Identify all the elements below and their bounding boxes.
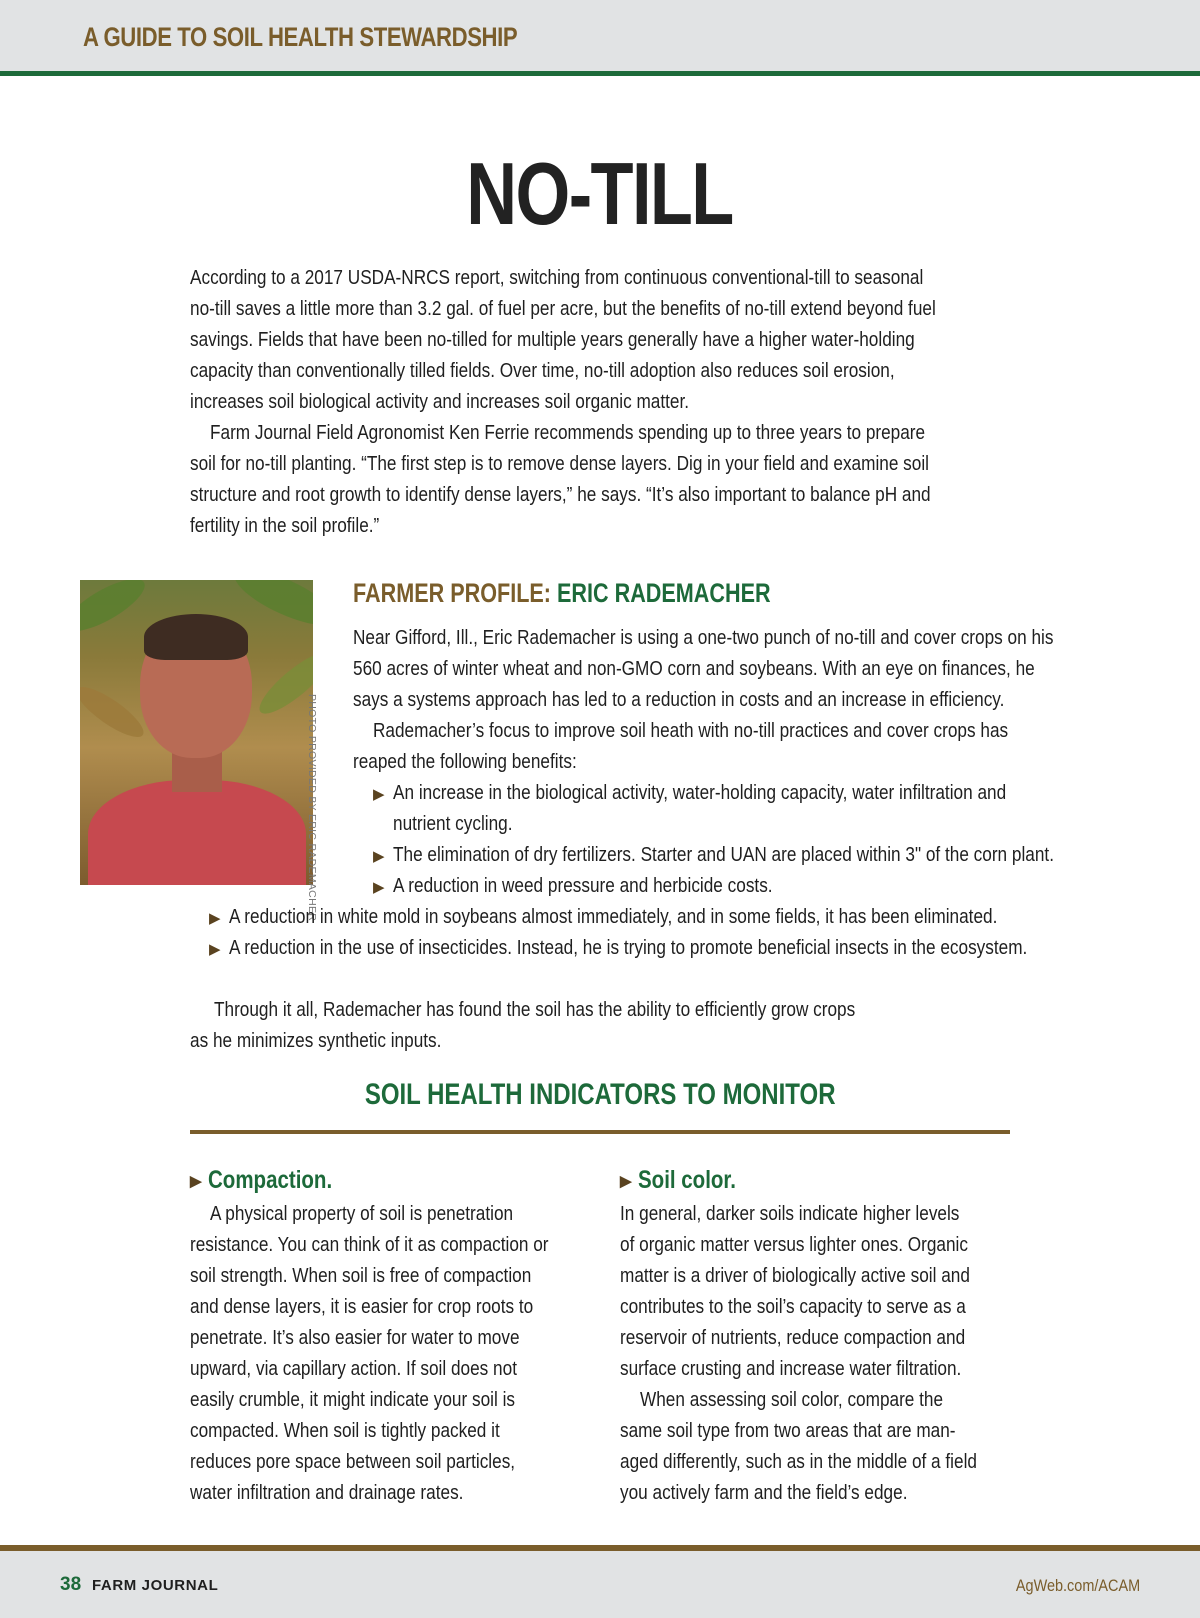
column-line bbox=[620, 1354, 1020, 1385]
text-line: savings. Fields that have been no-tilled for multiple years generally have a higher water-holding bbox=[190, 329, 915, 351]
column-line bbox=[620, 1323, 1020, 1354]
profile-line bbox=[353, 747, 1193, 778]
site-url[interactable]: AgWeb.com/ACAM bbox=[1015, 1576, 1140, 1595]
bullet-text: An increase in the biological activity, water-holding capacity, water infiltration and bbox=[393, 782, 1007, 804]
column-line bbox=[620, 1447, 1020, 1478]
text-line: Farm Journal Field Agronomist Ken Ferrie recommends spending up to three years to prepare bbox=[210, 422, 926, 444]
text-line: contributes to the soil’s capacity to serve as a bbox=[620, 1296, 966, 1318]
text-line: you actively farm and the field’s edge. bbox=[620, 1482, 908, 1504]
column-line bbox=[190, 1261, 590, 1292]
column-line bbox=[620, 1230, 1020, 1261]
compaction-column bbox=[190, 1165, 590, 1509]
bullet-text: nutrient cycling. bbox=[393, 813, 513, 835]
profile-line bbox=[353, 654, 1193, 685]
closing-line bbox=[190, 995, 990, 1026]
benefit-bullet bbox=[373, 778, 1106, 810]
page-title-text: NO-TILL bbox=[466, 144, 734, 243]
profile-line bbox=[353, 685, 1193, 716]
text-line: reaped the following benefits: bbox=[353, 751, 577, 773]
column-line bbox=[190, 1230, 590, 1261]
bullet-triangle-icon: ▶ bbox=[209, 941, 221, 958]
indicators-heading-text: SOIL HEALTH INDICATORS TO MONITOR bbox=[364, 1078, 836, 1111]
profile-heading-label: FARMER PROFILE: bbox=[353, 578, 557, 608]
page-number: 38 bbox=[60, 1574, 82, 1595]
photo-credit: PHOTO PROVIDED BY ERIC RADEMACHER bbox=[306, 694, 318, 922]
bullet-triangle-icon: ▶ bbox=[620, 1172, 632, 1190]
indicators-heading bbox=[0, 1078, 1200, 1112]
intro-line bbox=[190, 511, 1090, 542]
text-line: matter is a driver of biologically active soil and bbox=[620, 1265, 970, 1287]
intro-line bbox=[190, 356, 1090, 387]
section-divider bbox=[190, 1130, 1010, 1134]
soil-color-heading bbox=[620, 1165, 1020, 1199]
column-line bbox=[190, 1385, 590, 1416]
text-line: Through it all, Rademacher has found the soil has the ability to efficiently grow crops bbox=[214, 999, 856, 1021]
profile-text bbox=[353, 623, 1193, 778]
profile-closing bbox=[190, 995, 990, 1057]
column-line bbox=[620, 1261, 1020, 1292]
text-line: In general, darker soils indicate higher levels bbox=[620, 1203, 960, 1225]
text-line: soil for no-till planting. “The first step is to remove dense layers. Dig in your field and examine soil bbox=[190, 453, 929, 475]
closing-line bbox=[190, 1026, 990, 1057]
text-line: resistance. You can think of it as compaction or bbox=[190, 1234, 549, 1256]
page-title bbox=[0, 144, 1200, 243]
farmer-photo bbox=[80, 580, 313, 885]
column-line bbox=[620, 1385, 1020, 1416]
column-line bbox=[190, 1478, 590, 1509]
text-line: soil strength. When soil is free of compaction bbox=[190, 1265, 532, 1287]
text-line: increases soil biological activity and increases soil organic matter. bbox=[190, 391, 690, 413]
text-line: fertility in the soil profile.” bbox=[190, 515, 380, 537]
column-line bbox=[190, 1323, 590, 1354]
text-line: reservoir of nutrients, reduce compaction and bbox=[620, 1327, 966, 1349]
text-line: structure and root growth to identify dense layers,” he says. “It’s also important to balance pH and bbox=[190, 484, 931, 506]
intro-line bbox=[190, 387, 1090, 418]
text-line: 560 acres of winter wheat and non-GMO corn and soybeans. With an eye on finances, he bbox=[353, 658, 1035, 680]
intro-line bbox=[190, 263, 1090, 294]
running-header bbox=[0, 0, 1200, 76]
publication-name: FARM JOURNAL bbox=[92, 1577, 219, 1594]
benefit-bullet bbox=[373, 840, 1162, 872]
text-line: According to a 2017 USDA-NRCS report, switching from continuous conventional-till to seasonal bbox=[190, 267, 924, 289]
column-line bbox=[620, 1478, 1020, 1509]
column-line bbox=[190, 1292, 590, 1323]
intro-line bbox=[190, 449, 1090, 480]
text-line: aged differently, such as in the middle of a field bbox=[620, 1451, 977, 1473]
text-line: same soil type from two areas that are man- bbox=[620, 1420, 956, 1442]
intro-line bbox=[190, 418, 1090, 449]
intro-line bbox=[190, 325, 1090, 356]
text-line: water infiltration and drainage rates. bbox=[190, 1482, 464, 1504]
text-line: easily crumble, it might indicate your soil is bbox=[190, 1389, 516, 1411]
text-line: A physical property of soil is penetration bbox=[210, 1203, 514, 1225]
compaction-heading bbox=[190, 1165, 590, 1199]
text-line: says a systems approach has led to a reduction in costs and an increase in efficiency. bbox=[353, 689, 1005, 711]
text-line: compacted. When soil is tightly packed it bbox=[190, 1420, 500, 1442]
column-line bbox=[620, 1199, 1020, 1230]
text-line: upward, via capillary action. If soil does not bbox=[190, 1358, 517, 1380]
column-line bbox=[190, 1416, 590, 1447]
column-line bbox=[190, 1447, 590, 1478]
bullet-text: The elimination of dry fertilizers. Starter and UAN are placed within 3" of the corn plant. bbox=[393, 844, 1054, 866]
column-line bbox=[620, 1416, 1020, 1447]
profile-line bbox=[353, 623, 1193, 654]
text-line: of organic matter versus lighter ones. Organic bbox=[620, 1234, 968, 1256]
bullet-triangle-icon: ▶ bbox=[209, 910, 221, 927]
text-line: Rademacher’s focus to improve soil heath with no-till practices and cover crops has bbox=[373, 720, 1009, 742]
bullet-text: A reduction in weed pressure and herbicide costs. bbox=[393, 875, 773, 897]
column-line bbox=[190, 1199, 590, 1230]
profile-heading bbox=[353, 578, 771, 609]
text-line: no-till saves a little more than 3.2 gal. of fuel per acre, but the benefits of no-till extend beyond fuel bbox=[190, 298, 936, 320]
bullet-triangle-icon: ▶ bbox=[373, 848, 385, 865]
text-line: When assessing soil color, compare the bbox=[640, 1389, 944, 1411]
benefit-bullet bbox=[373, 871, 834, 903]
column-line bbox=[620, 1292, 1020, 1323]
intro-line bbox=[190, 480, 1090, 511]
shirt bbox=[88, 780, 306, 885]
benefit-bullet-continued bbox=[393, 809, 532, 840]
text-line: as he minimizes synthetic inputs. bbox=[190, 1030, 442, 1052]
soil-color-title: Soil color. bbox=[638, 1166, 736, 1194]
bullet-text: A reduction in the use of insecticides. Instead, he is trying to promote beneficial insects in the ecosystem. bbox=[229, 937, 1028, 959]
bullet-text: A reduction in white mold in soybeans almost immediately, and in some fields, it has been eliminated. bbox=[229, 906, 998, 928]
corn-leaf bbox=[80, 580, 151, 640]
text-line: surface crusting and increase water filtration. bbox=[620, 1358, 962, 1380]
intro-line bbox=[190, 294, 1090, 325]
hair bbox=[144, 614, 248, 660]
bullet-triangle-icon: ▶ bbox=[373, 786, 385, 803]
text-line: Near Gifford, Ill., Eric Rademacher is using a one-two punch of no-till and cover crops on his bbox=[353, 627, 1054, 649]
corn-leaf bbox=[252, 644, 313, 722]
column-line bbox=[190, 1354, 590, 1385]
text-line: and dense layers, it is easier for crop roots to bbox=[190, 1296, 534, 1318]
compaction-title: Compaction. bbox=[208, 1166, 333, 1194]
profile-heading-name: ERIC RADEMACHER bbox=[557, 578, 771, 608]
section-title: A GUIDE TO SOIL HEALTH STEWARDSHIP bbox=[83, 22, 518, 52]
running-footer bbox=[0, 1545, 1200, 1618]
bullet-triangle-icon: ▶ bbox=[190, 1172, 202, 1190]
soil-color-column bbox=[620, 1165, 1020, 1509]
text-line: reduces pore space between soil particles, bbox=[190, 1451, 516, 1473]
intro-text bbox=[190, 263, 1090, 542]
profile-line bbox=[353, 716, 1193, 747]
text-line: capacity than conventionally tilled fields. Over time, no-till adoption also reduces soil erosion, bbox=[190, 360, 895, 382]
benefit-bullet bbox=[209, 933, 1157, 965]
benefit-bullet bbox=[209, 902, 1122, 934]
bullet-triangle-icon: ▶ bbox=[373, 879, 385, 896]
text-line: penetrate. It’s also easier for water to move bbox=[190, 1327, 520, 1349]
